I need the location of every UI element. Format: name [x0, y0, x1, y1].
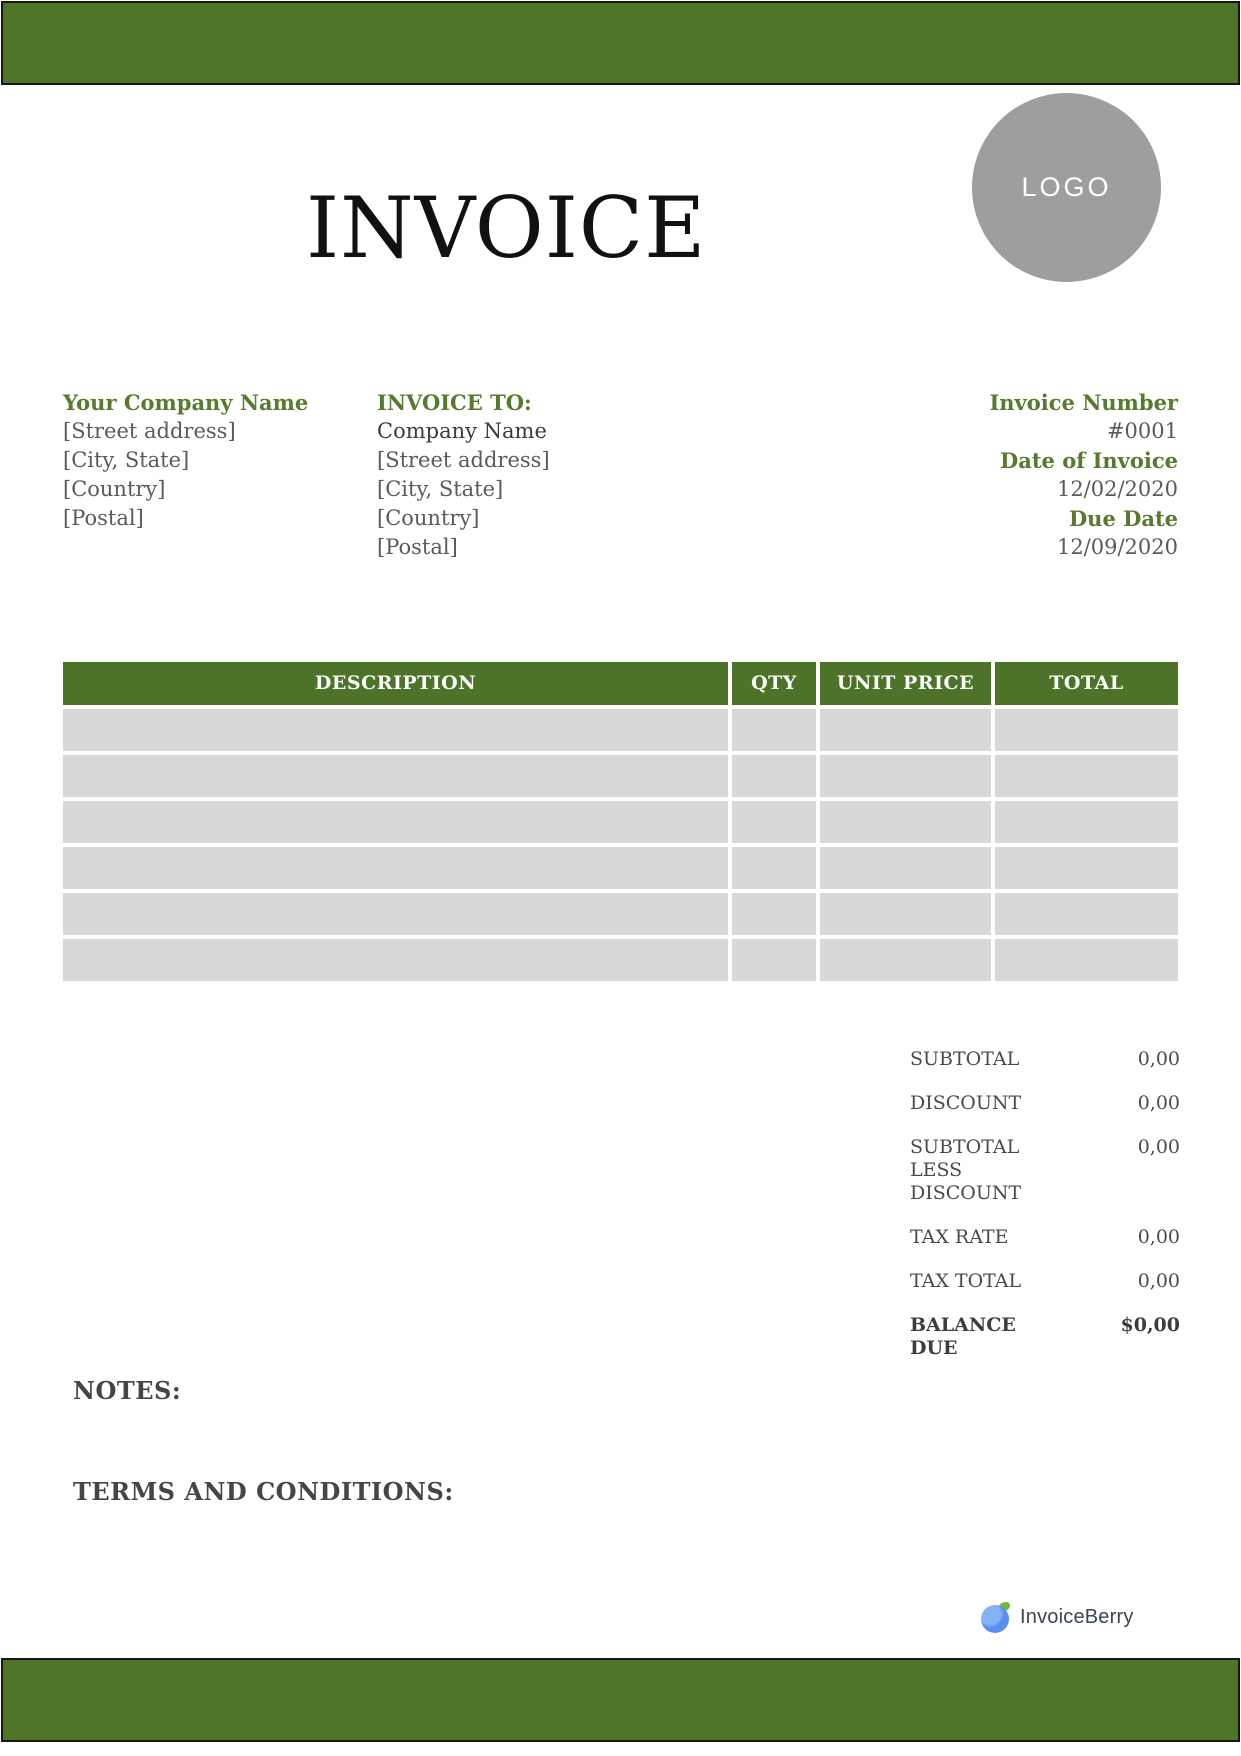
totals-value: 0,00	[1137, 1270, 1180, 1292]
invoice-date-label: Date of Invoice	[1000, 448, 1178, 473]
table-cell	[732, 755, 816, 797]
notes-heading: NOTES:	[73, 1376, 182, 1405]
table-cell	[995, 801, 1178, 843]
table-row	[63, 709, 1178, 751]
table-cell	[63, 755, 728, 797]
table-row	[63, 847, 1178, 889]
totals-row	[910, 1226, 1180, 1249]
totals-label: SUBTOTAL LESS DISCOUNT	[910, 1136, 1022, 1204]
sender-address-line: [Street address]	[63, 419, 236, 443]
table-cell	[820, 709, 991, 751]
logo-placeholder	[972, 93, 1161, 282]
invoice-meta-block	[989, 388, 1178, 562]
totals-label: TAX TOTAL	[910, 1270, 1022, 1292]
brand-name: InvoiceBerry	[1020, 1605, 1134, 1628]
table-cell	[995, 939, 1178, 981]
invoice-to-heading: INVOICE TO:	[377, 390, 532, 415]
totals-label: DISCOUNT	[910, 1092, 1022, 1114]
table-cell	[732, 709, 816, 751]
sender-address-lines	[63, 417, 308, 533]
totals-value: 0,00	[1137, 1136, 1180, 1158]
invoiceberry-brand	[981, 1602, 1134, 1632]
line-items-table	[63, 662, 1178, 985]
totals-row	[910, 1048, 1180, 1071]
table-cell	[732, 801, 816, 843]
table-header-cell: QTY	[732, 662, 816, 705]
berry-logo-icon	[981, 1602, 1011, 1632]
table-cell	[820, 893, 991, 935]
totals-value: 0,00	[1137, 1048, 1180, 1070]
table-cell	[995, 709, 1178, 751]
table-cell	[995, 847, 1178, 889]
table-cell	[63, 801, 728, 843]
client-address-line: [Postal]	[377, 535, 458, 559]
sender-address-line: [City, State]	[63, 448, 190, 472]
totals-label: TAX RATE	[910, 1226, 1009, 1248]
totals-row	[910, 1136, 1180, 1205]
table-cell	[820, 939, 991, 981]
client-company-name: Company Name	[377, 419, 547, 443]
table-cell	[732, 939, 816, 981]
due-date-label: Due Date	[1068, 506, 1178, 531]
totals-label: BALANCE DUE	[910, 1314, 1016, 1359]
client-address-line: [Country]	[377, 506, 480, 530]
invoice-number-label: Invoice Number	[989, 390, 1178, 415]
table-cell	[820, 755, 991, 797]
sender-address-line: [Country]	[63, 477, 166, 501]
invoice-date-value: 12/02/2020	[1056, 477, 1178, 501]
totals-value: 0,00	[1137, 1226, 1180, 1248]
table-header-cell: UNIT PRICE	[820, 662, 991, 705]
totals-value: 0,00	[1137, 1092, 1180, 1114]
table-cell	[820, 801, 991, 843]
totals-value: $0,00	[1120, 1314, 1180, 1336]
logo-placeholder-label: LOGO	[1021, 172, 1112, 202]
table-cell	[63, 893, 728, 935]
table-cell	[732, 847, 816, 889]
sender-company-block	[63, 388, 308, 533]
table-cell	[820, 847, 991, 889]
table-row	[63, 893, 1178, 935]
terms-heading: TERMS AND CONDITIONS:	[73, 1477, 454, 1506]
client-address-line: [City, State]	[377, 477, 504, 501]
table-row	[63, 755, 1178, 797]
sender-address-line: [Postal]	[63, 506, 144, 530]
totals-block	[910, 1048, 1180, 1381]
table-cell	[63, 847, 728, 889]
table-cell	[995, 893, 1178, 935]
table-header-cell: TOTAL	[995, 662, 1178, 705]
totals-row	[910, 1270, 1180, 1293]
bottom-green-bar	[1, 1658, 1240, 1742]
table-cell	[63, 939, 728, 981]
page-title: INVOICE	[306, 179, 707, 277]
totals-row	[910, 1092, 1180, 1115]
table-row	[63, 939, 1178, 981]
table-cell	[732, 893, 816, 935]
table-header-row	[63, 662, 1178, 705]
totals-row	[910, 1314, 1180, 1360]
due-date-value: 12/09/2020	[1056, 535, 1178, 559]
table-cell	[63, 709, 728, 751]
items-table-body	[63, 709, 1178, 981]
table-row	[63, 801, 1178, 843]
totals-label: SUBTOTAL	[910, 1048, 1020, 1070]
berry-circle-icon	[981, 1605, 1009, 1633]
sender-company-name: Your Company Name	[63, 390, 309, 415]
invoice-to-block	[377, 388, 550, 562]
invoice-number-value: #0001	[1106, 419, 1178, 443]
table-cell	[995, 755, 1178, 797]
client-address-lines	[377, 446, 550, 562]
top-green-bar	[1, 1, 1240, 85]
client-address-line: [Street address]	[377, 448, 550, 472]
table-header-cell: DESCRIPTION	[63, 662, 728, 705]
